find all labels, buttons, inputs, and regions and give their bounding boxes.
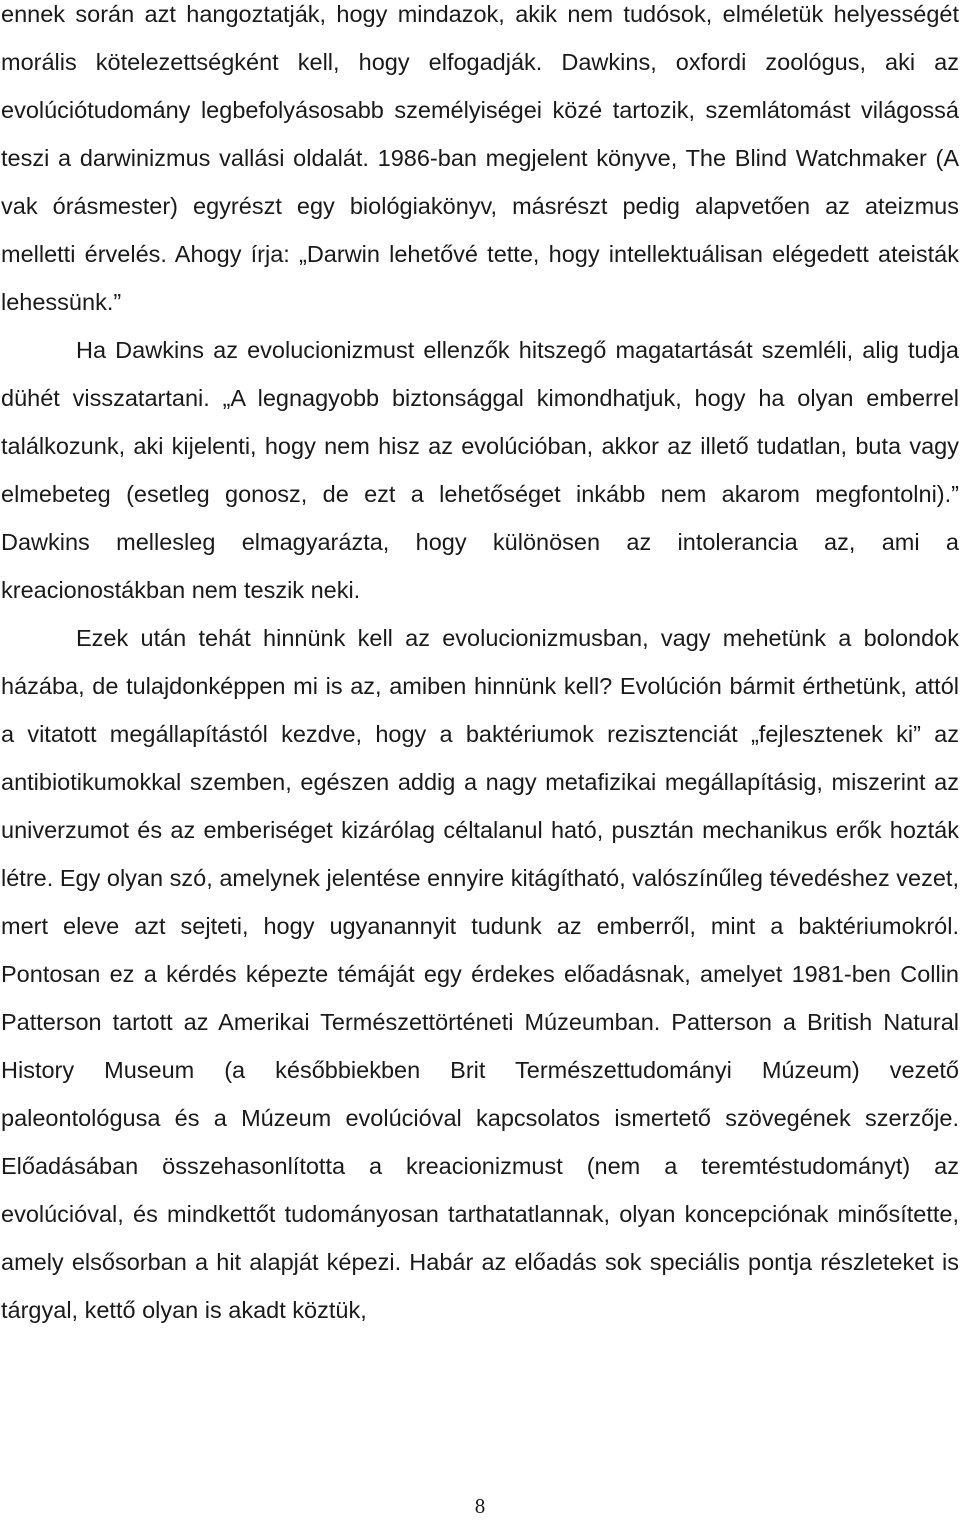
paragraph-3: Ezek után tehát hinnünk kell az evolucionizmusban, vagy mehetünk a bolondok házába, de tulajdonképpen mi is az, amiben hinnünk kell? Evolúción bármit érthetünk, attól a vitatott megállapítástól kezdve, hogy a baktériumok rezisztenciát „fejlesztenek ki” az antibiotikumokkal szemben, egészen addig a nagy metafizikai megállapításig, miszerint az univerzumot és az emberiséget kizárólag céltalanul ható, pusztán mechanikus erők hozták létre. Egy olyan szó, amelynek jelentése ennyire kitágítható, valószínűleg tévedéshez vezet, mert eleve azt sejteti, hogy ugyanannyit tudunk az emberről, mint a baktériumokról. Pontosan ez a kérdés képezte témáját egy érdekes előadásnak, amelyet 1981-ben Collin Patterson tartott az Amerikai Természettörténeti Múzeumban. Patterson a British Natural History Museum (a későbbiekben Brit Természettudományi Múzeum) vezető paleontológusa és a Múzeum evolúcióval kapcsolatos ismertető szövegének szerzője. Előadásában összehasonlította a kreacionizmust (nem a teremtéstudományt) az evolúcióval, és mindkettőt tudományosan tarthatatlannak, olyan koncepciónak minősítette, amely elsősorban a hit alapját képezi. Habár az előadás sok speciális pontja részleteket is tárgyal, kettő olyan is akadt köztük, <box>1 625 959 1323</box>
page-number: 8 <box>474 1494 486 1518</box>
paragraph-1: ennek során azt hangoztatják, hogy mindazok, akik nem tudósok, elméletük helyességét morális kötelezettségként kell, hogy elfogadják. Dawkins, oxfordi zoológus, aki az evolúciótudomány legbefolyásosabb személyiségei közé tartozik, szemlátomást világossá teszi a darwinizmus vallási oldalát. 1986-ban megjelent könyve, The Blind Watchmaker (A vak órásmester) egyrészt egy biológiakönyv, másrészt pedig alapvetően az ateizmus melletti érvelés. Ahogy írja: „Darwin lehetővé tette, hogy intellektuálisan elégedett ateisták lehessünk.” <box>1 1 959 315</box>
paragraph-2: Ha Dawkins az evolucionizmust ellenzők hitszegő magatartását szemléli, alig tudja dühét visszatartani. „A legnagyobb biztonsággal kimondhatjuk, hogy ha olyan emberrel találkozunk, aki kijelenti, hogy nem hisz az evolúcióban, akkor az illető tudatlan, buta vagy elmebeteg (esetleg gonosz, de ezt a lehetőséget inkább nem akarom megfontolni).” Dawkins mellesleg elmagyarázta, hogy különösen az intolerancia az, ami a kreacionostákban nem teszik neki. <box>1 337 959 603</box>
body-text <box>1 0 959 1334</box>
